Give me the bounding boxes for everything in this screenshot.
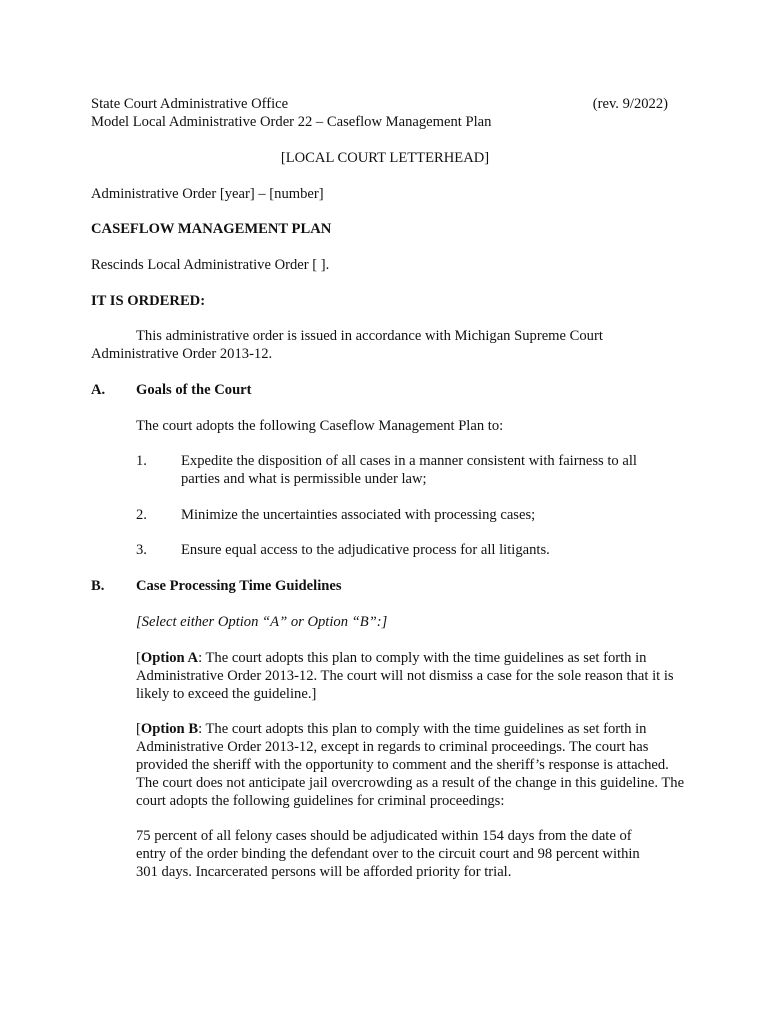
list-item-number: 3. — [136, 542, 147, 558]
option-b-label: Option B — [140, 721, 199, 737]
list-item-text: Expedite the disposition of all cases in a manner consistent with fairness to all parties and what is permissible under law; — [181, 453, 637, 487]
header-revision: (rev. 9/2022) — [592, 96, 668, 112]
plan-title: CASEFLOW MANAGEMENT PLAN — [91, 221, 332, 237]
section-b-letter: B. — [91, 578, 105, 594]
letterhead-placeholder: [LOCAL COURT LETTERHEAD] — [280, 150, 490, 166]
option-b-open-bracket: [ — [136, 721, 141, 737]
option-b-paragraph — [136, 720, 685, 810]
list-item-number: 2. — [136, 507, 147, 523]
select-option-note: [Select either Option “A” or Option “B”:] — [136, 614, 388, 630]
header-model-title: Model Local Administrative Order 22 – Caseflow Management Plan — [91, 114, 492, 130]
section-a-lead: The court adopts the following Caseflow Management Plan to: — [136, 418, 504, 434]
rescinds-line: Rescinds Local Administrative Order [ ]. — [91, 257, 330, 273]
list-item-text: Minimize the uncertainties associated with processing cases; — [181, 507, 536, 523]
section-b-heading: Case Processing Time Guidelines — [136, 578, 342, 594]
header-office: State Court Administrative Office — [91, 96, 289, 112]
order-number: Administrative Order [year] – [number] — [91, 186, 324, 202]
section-a-letter: A. — [91, 382, 106, 398]
option-a-paragraph — [136, 649, 683, 703]
list-item-text: Ensure equal access to the adjudicative process for all litigants. — [181, 542, 550, 558]
option-a-text: : The court adopts this plan to comply with the time guidelines as set forth in Administrative Order 2013-12. The court will not dismiss a case for the sole reason that it is likely to exceed the guideline.] — [136, 650, 674, 702]
section-a-heading: Goals of the Court — [136, 382, 252, 398]
intro-paragraph: This administrative order is issued in accordance with Michigan Supreme Court Administrative Order 2013-12. — [91, 328, 603, 362]
option-b-text: : The court adopts this plan to comply with the time guidelines as set forth in Administrative Order 2013-12, except in regards to criminal proceedings. The court has provided the sheriff with the opportunity to comment and the sheriff’s response is attached. The court does not anticipate jail overcrowding as a result of the change in this guideline. The court adopts the following guidelines for criminal proceedings: — [136, 721, 685, 809]
list-item-number: 1. — [136, 453, 147, 469]
option-a-label: Option A — [140, 650, 199, 666]
ordered-heading: IT IS ORDERED: — [91, 293, 206, 309]
option-a-open-bracket: [ — [136, 650, 141, 666]
felony-guideline-paragraph: 75 percent of all felony cases should be adjudicated within 154 days from the date of entry of the order binding the defendant over to the circuit court and 98 percent within 301 days. Incarcerated persons will be afforded priority for trial. — [136, 828, 640, 880]
